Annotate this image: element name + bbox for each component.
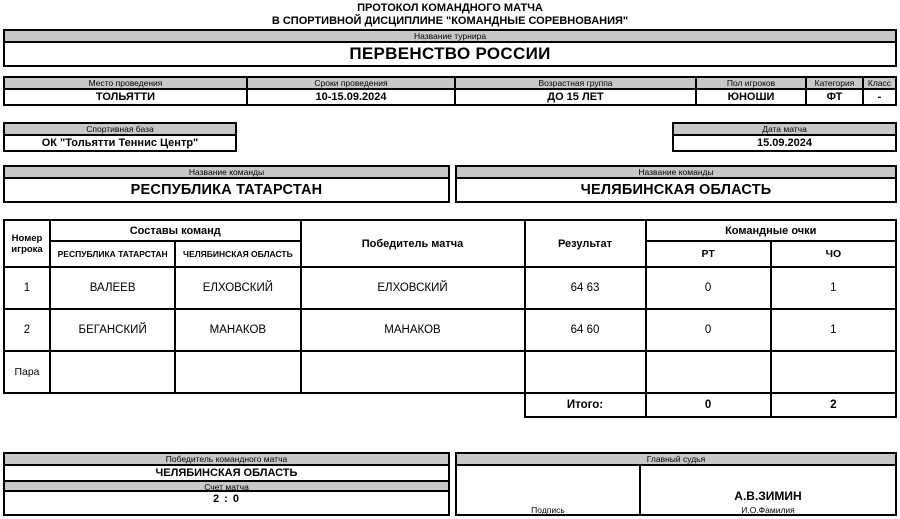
row-points-away: 1 <box>771 267 896 309</box>
row-number: 2 <box>4 309 50 351</box>
match-date-label: Дата матча <box>674 124 895 136</box>
document-title-line-2: В СПОРТИВНОЙ ДИСЦИПЛИНЕ "КОМАНДНЫЕ СОРЕВНОВАНИЯ" <box>271 15 629 27</box>
row-home-player: ВАЛЕЕВ <box>50 267 175 309</box>
table-row <box>4 267 896 309</box>
venue-value: ОК "Тольятти Теннис Центр" <box>41 137 199 149</box>
header-roster-home: РЕСПУБЛИКА ТАТАРСТАН <box>50 241 175 267</box>
venue-label: Спортивная база <box>5 124 235 136</box>
table-row <box>4 309 896 351</box>
player-number-line-2: игрока <box>11 243 43 255</box>
row-winner: МАНАКОВ <box>301 309 525 351</box>
header-team-points: Командные очки <box>646 220 897 241</box>
totals-spacer-winner <box>301 393 525 417</box>
category-value: ФТ <box>826 91 843 103</box>
match-score-value: 2 : 0 <box>212 493 240 505</box>
match-date-block <box>672 122 897 152</box>
place-value: ТОЛЬЯТТИ <box>95 91 156 103</box>
judge-name: А.В.ЗИМИН <box>734 489 802 503</box>
class-label: Класс <box>864 78 895 90</box>
row-points-away <box>771 351 896 393</box>
row-result <box>525 351 646 393</box>
info-cell-age-group <box>456 78 697 104</box>
row-result: 64 60 <box>525 309 646 351</box>
age-group-label: Возрастная группа <box>456 78 695 90</box>
totals-points-home: 0 <box>646 393 771 417</box>
tournament-name-value: ПЕРВЕНСТВО РОССИИ <box>349 44 551 63</box>
player-number-line-1: Номер <box>11 232 43 244</box>
age-group-value: ДО 15 ЛЕТ <box>547 91 604 103</box>
class-value: - <box>877 91 882 103</box>
chief-judge-block <box>455 452 897 516</box>
home-team-name: РЕСПУБЛИКА ТАТАРСТАН <box>130 182 323 198</box>
venue-block <box>3 122 237 152</box>
totals-points-away: 2 <box>771 393 896 417</box>
judge-signature-caption: Подпись <box>531 505 565 515</box>
header-player-number <box>4 220 50 267</box>
header-points-away: ЧО <box>771 241 896 267</box>
judge-name-area <box>641 466 895 516</box>
tournament-info-bar <box>3 76 897 106</box>
info-cell-dates <box>248 78 456 104</box>
row-points-away: 1 <box>771 309 896 351</box>
away-team-label: Название команды <box>457 167 895 179</box>
row-result: 64 63 <box>525 267 646 309</box>
match-score-label: Счет матча <box>5 480 448 492</box>
dates-value: 10-15.09.2024 <box>315 91 387 103</box>
judge-signature-area <box>457 466 641 516</box>
match-winner-label: Победитель командного матча <box>5 454 448 466</box>
row-home-player: БЕГАНСКИЙ <box>50 309 175 351</box>
row-away-player: ЕЛХОВСКИЙ <box>175 267 300 309</box>
match-winner-block <box>3 452 450 516</box>
results-table-head <box>4 220 896 267</box>
row-number: 1 <box>4 267 50 309</box>
gender-label: Пол игроков <box>697 78 805 90</box>
totals-row <box>4 393 896 417</box>
chief-judge-columns <box>457 466 895 516</box>
match-results-table <box>3 219 897 418</box>
row-away-player: МАНАКОВ <box>175 309 300 351</box>
away-team-name: ЧЕЛЯБИНСКАЯ ОБЛАСТЬ <box>580 182 772 198</box>
totals-label: Итого: <box>525 393 646 417</box>
info-cell-class <box>864 78 895 104</box>
row-points-home: 0 <box>646 309 771 351</box>
away-team-block <box>455 165 897 203</box>
match-date-value: 15.09.2024 <box>756 137 813 149</box>
totals-spacer <box>4 393 301 417</box>
row-home-player <box>50 351 175 393</box>
header-rosters: Составы команд <box>50 220 301 241</box>
results-table-body <box>4 267 896 417</box>
row-winner: ЕЛХОВСКИЙ <box>301 267 525 309</box>
dates-label: Сроки проведения <box>248 78 454 90</box>
home-team-block <box>3 165 450 203</box>
category-label: Категория <box>807 78 862 90</box>
table-row-doubles <box>4 351 896 393</box>
document-title-line-1: ПРОТОКОЛ КОМАНДНОГО МАТЧА <box>357 2 543 14</box>
row-points-home: 0 <box>646 267 771 309</box>
row-away-player <box>175 351 300 393</box>
chief-judge-label: Главный судья <box>457 454 895 466</box>
gender-value: ЮНОШИ <box>727 91 775 103</box>
match-winner-value: ЧЕЛЯБИНСКАЯ ОБЛАСТЬ <box>155 467 298 479</box>
info-cell-gender <box>697 78 807 104</box>
header-roster-away: ЧЕЛЯБИНСКАЯ ОБЛАСТЬ <box>175 241 300 267</box>
header-points-home: РТ <box>646 241 771 267</box>
row-winner <box>301 351 525 393</box>
header-result: Результат <box>525 220 646 267</box>
header-match-winner: Победитель матча <box>301 220 525 267</box>
results-header-row-top <box>4 220 896 241</box>
home-team-label: Название команды <box>5 167 448 179</box>
row-number: Пара <box>4 351 50 393</box>
place-label: Место проведения <box>5 78 246 90</box>
judge-name-caption: И.О.Фамилия <box>741 505 795 515</box>
tournament-label: Название турнира <box>5 31 895 43</box>
tournament-block <box>3 29 897 67</box>
info-cell-place <box>5 78 248 104</box>
info-cell-category <box>807 78 864 104</box>
row-points-home <box>646 351 771 393</box>
